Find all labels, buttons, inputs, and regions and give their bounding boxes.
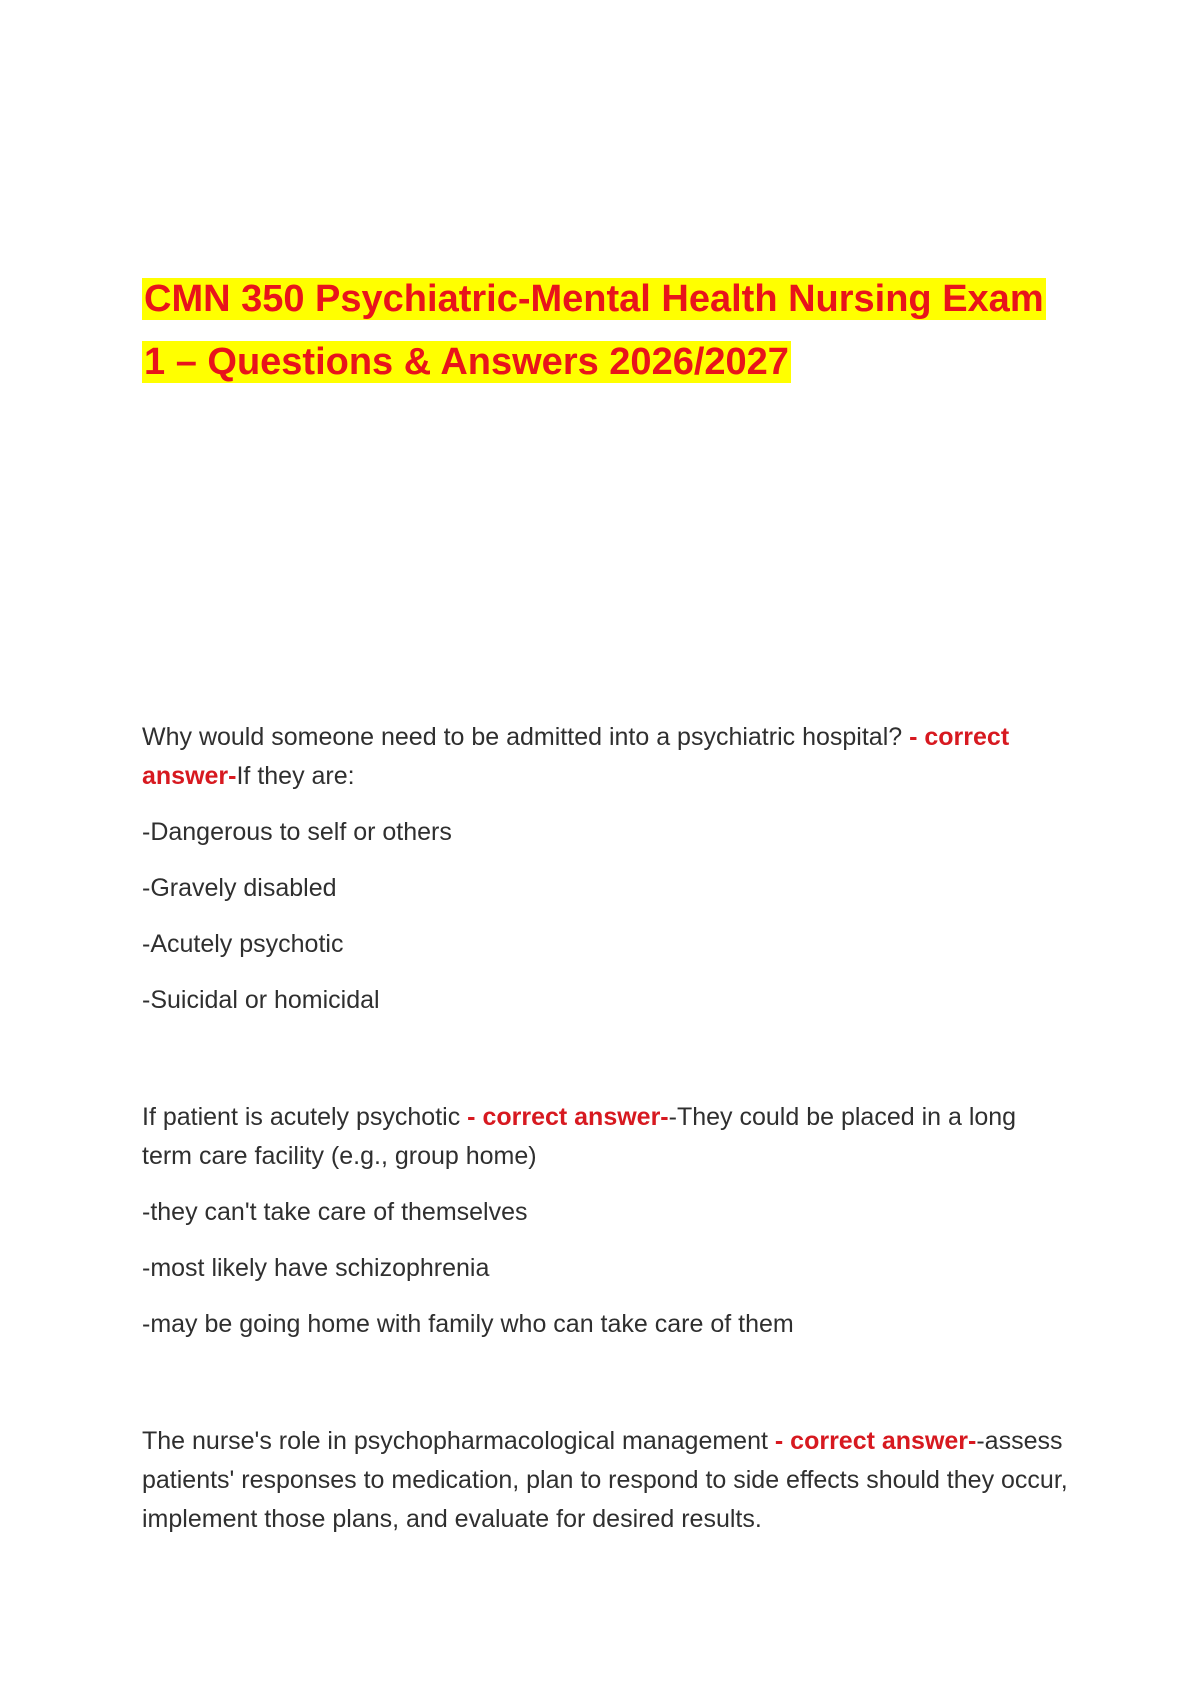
qa-block-2 [142,1098,1072,1344]
list-item: -may be going home with family who can take care of them [142,1310,794,1338]
list-item: -Gravely disabled [142,874,337,902]
qa-lead [142,718,1072,796]
answer-marker: - correct answer- [467,1103,669,1131]
list-item: -Acutely psychotic [142,930,344,958]
question-text: If patient is acutely psychotic [142,1103,468,1131]
qa-block-3 [142,1422,1072,1539]
title-line-2: 1 – Questions & Answers 2026/2027 [144,341,789,383]
answer-text: -They could be placed in a long term care facility (e.g., group home) [142,1103,1017,1170]
qa-block-1 [142,718,1072,1020]
list-item: -most likely have schizophrenia [142,1254,490,1282]
answer-text: If they are: [236,762,355,790]
qa-lead [142,1098,1072,1176]
answer-text: -assess patients' responses to medication, plan to respond to side effects should they occur, implement those plans, and evaluate for desired results. [142,1427,1068,1533]
list-item: -Suicidal or homicidal [142,986,380,1014]
answer-marker: - correct answer- [142,723,1010,790]
answer-marker: - correct answer- [774,1427,977,1455]
document-title [142,268,1062,394]
question-text: Why would someone need to be admitted into a psychiatric hospital? [142,723,910,751]
list-item: -Dangerous to self or others [142,818,452,846]
question-text: The nurse's role in psychopharmacological management [142,1427,775,1455]
list-item: -they can't take care of themselves [142,1198,528,1226]
title-line-1: CMN 350 Psychiatric-Mental Health Nursing Exam [144,278,1044,320]
qa-lead [142,1422,1072,1539]
